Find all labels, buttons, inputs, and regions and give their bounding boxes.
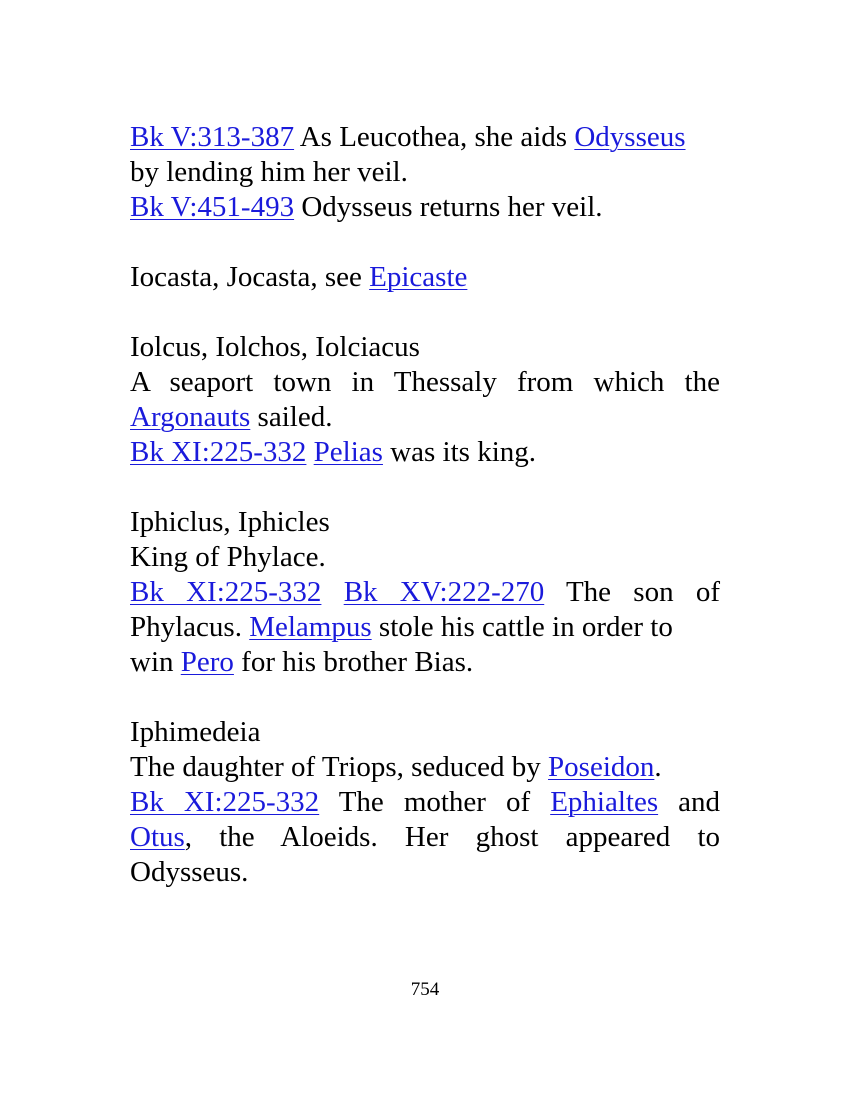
iphimedeia-desc xyxy=(130,750,720,785)
link-odysseus[interactable]: Odysseus xyxy=(574,121,686,153)
spacer xyxy=(130,295,720,330)
leucothea-text-1: As Leucothea, she aids xyxy=(294,121,575,153)
leucothea-line-1 xyxy=(130,120,720,155)
iphimedeia-desc-text: The daughter of Triops, seduced by xyxy=(130,751,549,783)
iphimedeia-text-2: The mother of xyxy=(338,786,531,818)
link-poseidon[interactable]: Poseidon xyxy=(548,751,655,783)
iphimedeia-text-3: and xyxy=(678,786,721,818)
iphiclus-text-4: win xyxy=(130,646,181,678)
link-bk-xi-225-332[interactable]: Bk XI:225-332 xyxy=(130,786,320,818)
spacer xyxy=(130,680,720,715)
iolcus-line-3 xyxy=(130,400,720,435)
iphiclus-line-5 xyxy=(130,645,720,680)
page-number: 754 xyxy=(410,979,440,1000)
spacer xyxy=(130,470,720,505)
link-pelias[interactable]: Pelias xyxy=(313,436,383,468)
iphiclus-text-1: The son of xyxy=(565,576,721,608)
document-body xyxy=(130,120,720,890)
leucothea-text-3: Odysseus returns her veil. xyxy=(294,191,603,223)
iphimedeia-line-3 xyxy=(130,785,720,820)
leucothea-line-2 xyxy=(130,155,720,190)
iphimedeia-text-5: Odysseus. xyxy=(130,856,249,888)
iphiclus-line-3 xyxy=(130,575,720,610)
link-argonauts[interactable]: Argonauts xyxy=(130,401,251,433)
iphimedeia-text-1: . xyxy=(654,751,662,783)
iolcus-line-4 xyxy=(130,435,720,470)
iolcus-heading: Iolcus, Iolchos, Iolciacus xyxy=(130,331,420,363)
link-bk-v-451-493[interactable]: Bk V:451-493 xyxy=(130,191,295,223)
iocasta-line xyxy=(130,260,720,295)
iolcus-text-1: sailed. xyxy=(250,401,333,433)
link-bk-v-313-387[interactable]: Bk V:313-387 xyxy=(130,121,295,153)
link-otus[interactable]: Otus xyxy=(130,821,185,853)
iphiclus-text-2: Phylacus. xyxy=(130,611,250,643)
spacer xyxy=(130,225,720,260)
iphiclus-line-4 xyxy=(130,610,720,645)
iphiclus-desc: King of Phylace. xyxy=(130,541,326,573)
link-ephialtes[interactable]: Ephialtes xyxy=(550,786,659,818)
link-bk-xv-222-270[interactable]: Bk XV:222-270 xyxy=(343,576,545,608)
leucothea-text-2: by lending him her veil. xyxy=(130,156,408,188)
iocasta-text: Iocasta, Jocasta, see xyxy=(130,261,370,293)
link-pero[interactable]: Pero xyxy=(180,646,234,678)
iphimedeia-text-4: , the Aloeids. Her ghost appeared to xyxy=(184,821,720,853)
iphimedeia-line-4 xyxy=(130,820,720,855)
link-melampus[interactable]: Melampus xyxy=(249,611,372,643)
iphiclus-heading: Iphiclus, Iphicles xyxy=(130,506,330,538)
link-bk-xi-225-332[interactable]: Bk XI:225-332 xyxy=(130,576,322,608)
iolcus-desc: A seaport town in Thessaly from which the xyxy=(130,366,720,398)
link-epicaste[interactable]: Epicaste xyxy=(369,261,468,293)
iphimedeia-line-5 xyxy=(130,855,720,890)
iphiclus-text-5: for his brother Bias. xyxy=(233,646,474,678)
leucothea-line-3 xyxy=(130,190,720,225)
iolcus-text-2: was its king. xyxy=(382,436,537,468)
iphimedeia-heading: Iphimedeia xyxy=(130,716,261,748)
iphiclus-text-3: stole his cattle in order to xyxy=(371,611,673,643)
link-bk-xi-225-332[interactable]: Bk XI:225-332 xyxy=(130,436,307,468)
